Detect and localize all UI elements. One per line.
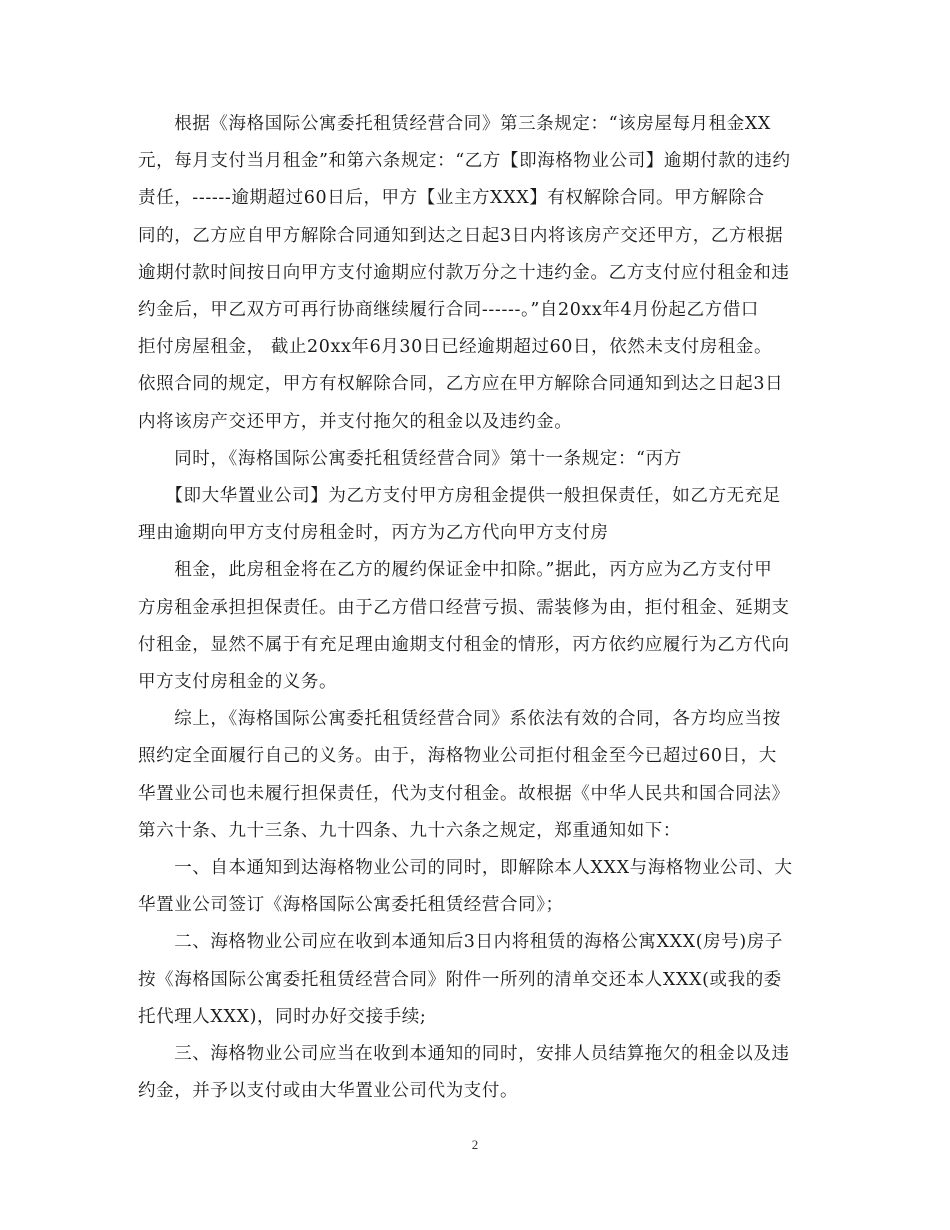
text-line: 一、自本通知到达海格物业公司的同时，即解除本人XXX与海格物业公司、大 — [138, 858, 793, 879]
text-line: 责任，------逾期超过60日后，甲方【业主方XXX】有权解除合同。甲方解除合 — [138, 188, 765, 209]
text-line: 拒付房屋租金， 截止20xx年6月30日已经逾期超过60日，依然未支付房租金。 — [138, 337, 773, 358]
text-line: 约金后，甲乙双方可再行协商继续履行合同------。”自20xx年4月份起乙方借口 — [138, 300, 759, 321]
text-line: 依照合同的规定，甲方有权解除合同，乙方应在甲方解除合同通知到达之日起3日 — [138, 374, 784, 395]
text-line: 同时，《海格国际公寓委托租赁经营合同》第十一条规定：“丙方 — [138, 448, 682, 469]
text-line: 三、海格物业公司应当在收到本通知的同时，安排人员结算拖欠的租金以及违 — [138, 1044, 790, 1065]
text-line: 华置业公司签订《海格国际公寓委托租赁经营合同》； — [138, 895, 564, 916]
text-line: 逾期付款时间按日向甲方支付逾期应付款万分之十违约金。乙方支付应付租金和违 — [138, 262, 790, 283]
text-line: 按《海格国际公寓委托租赁经营合同》附件一所列的清单交还本人XXX(或我的委 — [138, 969, 782, 990]
text-line: 【即大华置业公司】为乙方支付甲方房租金提供一般担保责任，如乙方无充足 — [138, 486, 781, 507]
text-line: 甲方支付房租金的义务。 — [138, 672, 338, 693]
document-body — [138, 106, 814, 1110]
text-line: 租金，此房租金将在乙方的履约保证金中扣除。”据此，丙方应为乙方支付甲 — [138, 560, 773, 581]
text-line: 方房租金承担担保责任。由于乙方借口经营亏损、需装修为由，拒付租金、延期支 — [138, 597, 790, 618]
text-line: 约金，并予以支付或由大华置业公司代为支付。 — [138, 1081, 519, 1102]
text-line: 综上，《海格国际公寓委托租赁经营合同》系依法有效的合同，各方均应当按 — [138, 709, 781, 730]
text-line: 华置业公司也未履行担保责任，代为支付租金。故根据《中华人民共和国合同法》 — [138, 783, 790, 804]
text-line: 托代理人XXX)，同时办好交接手续; — [138, 1006, 427, 1027]
text-line: 理由逾期向甲方支付房租金时，丙方为乙方代向甲方支付房 — [138, 523, 609, 544]
text-line: 同的，乙方应自甲方解除合同通知到达之日起3日内将该房产交还甲方，乙方根据 — [138, 225, 784, 246]
text-line: 照约定全面履行自己的义务。由于，海格物业公司拒付租金至今已超过60日，大 — [138, 746, 777, 767]
text-line: 付租金，显然不属于有充足理由逾期支付租金的情形，丙方依约应履行为乙方代向 — [138, 634, 790, 655]
text-line: 二、海格物业公司应在收到本通知后3日内将租赁的海格公寓XXX(房号)房子 — [138, 932, 783, 953]
text-line: 元，每月支付当月租金”和第六条规定：“乙方【即海格物业公司】逾期付款的违约 — [138, 151, 791, 172]
page-number: 2 — [471, 1137, 479, 1152]
text-line: 第六十条、九十三条、九十四条、九十六条之规定，郑重通知如下： — [138, 820, 681, 841]
text-line: 内将该房产交还甲方，并支付拖欠的租金以及违约金。 — [138, 411, 573, 432]
text-line: 根据《海格国际公寓委托租赁经营合同》第三条规定：“该房屋每月租金XX — [138, 114, 771, 134]
